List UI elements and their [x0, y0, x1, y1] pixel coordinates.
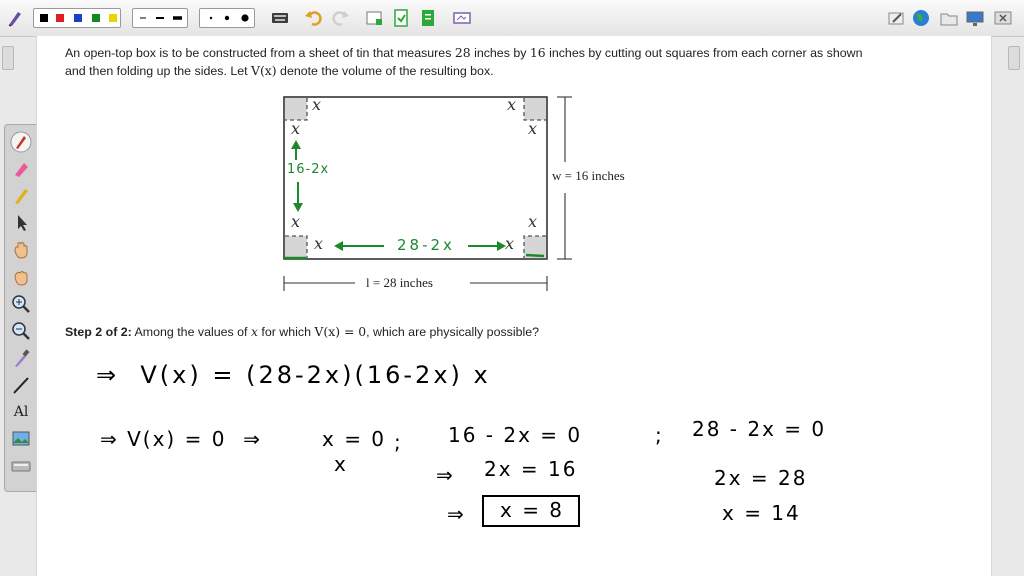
problem-text: inches by [470, 46, 530, 60]
corner-label: x [505, 234, 515, 253]
volume-function: V(x) [251, 63, 277, 78]
problem-text: denote the volume of the resulting box. [276, 64, 494, 78]
corner-label: x [291, 212, 301, 231]
separator: ; [655, 423, 664, 447]
condition-equation: V(x) = 0 [314, 324, 367, 339]
width-label: w = 16 inches [552, 168, 625, 183]
sheet-width-value: 16 [529, 45, 546, 60]
equation-16: 16 - 2x = 0 [448, 423, 583, 447]
equation-2x-28: 2x = 28 [714, 466, 808, 490]
variable-x: x [250, 324, 258, 339]
corner-label: x [314, 234, 324, 253]
implies-arrow: ⇒ [447, 502, 466, 526]
volume-zero-line: ⇒ V(x) = 0 ⇒ [100, 427, 262, 451]
answer-x-8: x = 8 [500, 498, 565, 522]
length-annotation: 28-2x [397, 236, 455, 254]
solution-x-zero: x = 0 [322, 427, 387, 451]
text-tool-icon[interactable]: Al [13, 404, 29, 420]
equation-28: 28 - 2x = 0 [692, 417, 827, 441]
volume-expression: ⇒ V(x) = (28-2x)(16-2x) x [96, 361, 491, 389]
corner-label: x [291, 119, 301, 138]
question-text: , which are physically possible? [366, 325, 540, 339]
separator: ; [394, 430, 403, 454]
problem-text: inches by cutting out squares from each corner as shown [545, 46, 863, 60]
step-question [65, 324, 539, 339]
corner-square-top-left [285, 98, 307, 120]
corner-label: x [507, 95, 517, 114]
problem-text: and then folding up the sides. Let [65, 64, 251, 78]
height-annotation: 16-2x [287, 162, 330, 177]
solution-x-14: x = 14 [722, 501, 801, 525]
length-label: l = 28 inches [366, 275, 433, 290]
corner-label: x [528, 212, 538, 231]
corner-square-bottom-left [285, 236, 307, 258]
corner-label: x [528, 119, 538, 138]
rejected-x-mark: x [334, 452, 348, 476]
step-heading: Step 2 of 2: [65, 325, 132, 339]
problem-text: An open-top box is to be constructed from a sheet of tin that measures [65, 46, 455, 60]
equation-2x-16: 2x = 16 [484, 457, 578, 481]
corner-square-top-right [524, 98, 546, 120]
sheet-length-value: 28 [454, 45, 471, 60]
corner-label: x [312, 95, 322, 114]
question-text: for which [257, 325, 315, 339]
question-text: Among the values of [131, 325, 251, 339]
implies-arrow: ⇒ [436, 463, 455, 487]
